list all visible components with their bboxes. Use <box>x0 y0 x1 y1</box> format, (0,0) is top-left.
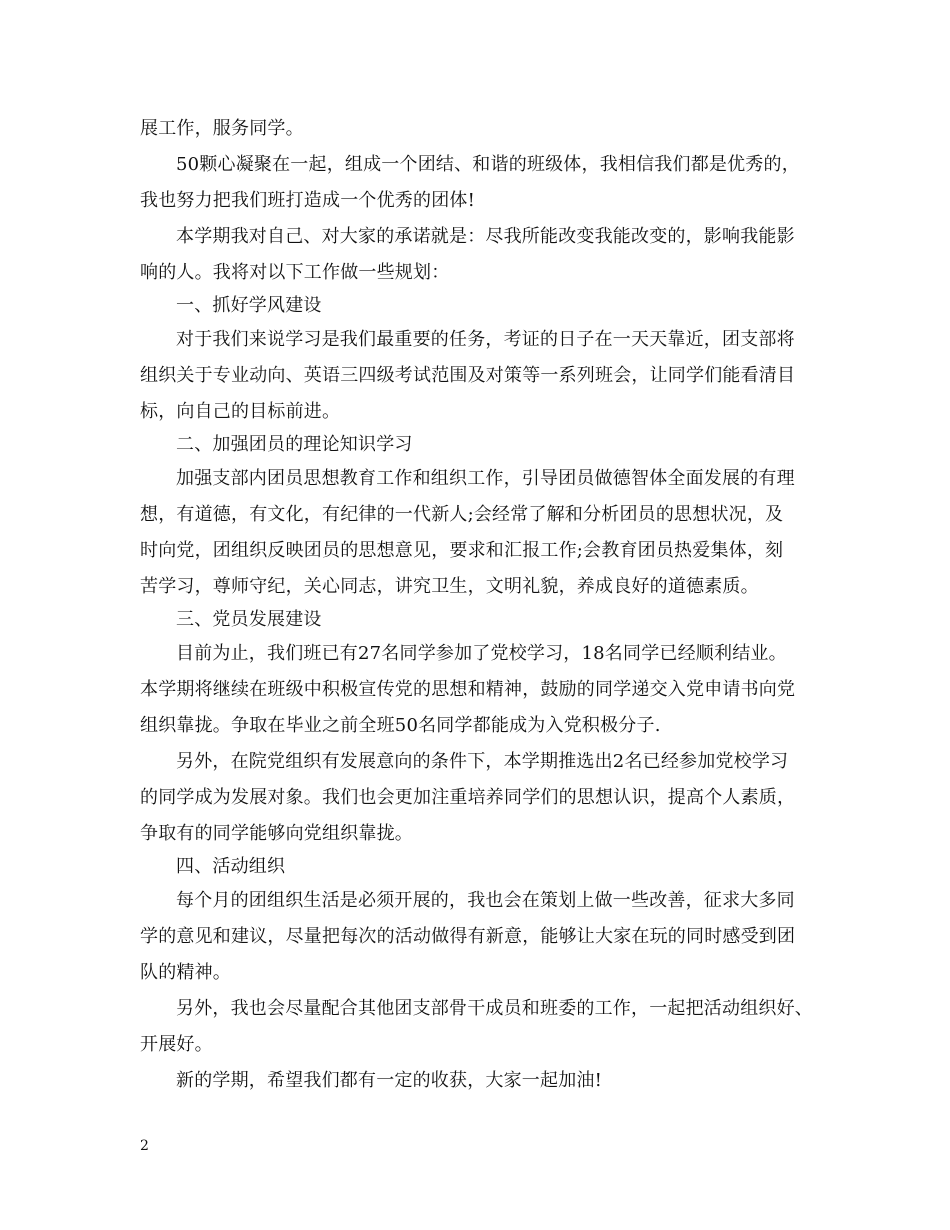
text-line: 50颗心凝聚在一起，组成一个团结、和谐的班级体，我相信我们都是优秀的， <box>176 154 800 175</box>
text-line: 队的精神。 <box>140 962 231 983</box>
text-line: 组织靠拢。争取在毕业之前全班50名同学都能成为入党积极分子. <box>140 715 661 736</box>
text-line: 想，有道德，有文化，有纪律的一代新人;会经常了解和分析团员的思想状况，及 <box>140 504 784 525</box>
text-line: 展工作，服务同学。 <box>140 118 304 139</box>
text-line: 组织关于专业动向、英语三四级考试范围及对策等一系列班会，让同学们能看清目 <box>140 365 796 386</box>
section-heading: 四、活动组织 <box>176 856 286 877</box>
text-line: 对于我们来说学习是我们最重要的任务，考证的日子在一天天靠近，团支部将 <box>176 329 795 350</box>
text-line: 每个月的团组织生活是必须开展的，我也会在策划上做一些改善，征求大多同 <box>176 890 795 911</box>
text-line: 本学期将继续在班级中积极宣传党的思想和精神，鼓励的同学递交入党申请书向党 <box>140 679 796 700</box>
text-line: 响的人。我将对以下工作做一些规划： <box>140 262 450 283</box>
text-line: 新的学期，希望我们都有一定的收获，大家一起加油! <box>176 1070 603 1091</box>
section-heading: 一、抓好学风建设 <box>176 295 322 316</box>
text-line: 学的意见和建议，尽量把每次的活动做得有新意，能够让大家在玩的同时感受到团 <box>140 926 796 947</box>
text-line: 标，向自己的目标前进。 <box>140 401 341 422</box>
section-heading: 三、党员发展建设 <box>176 609 322 630</box>
text-line: 苦学习，尊师守纪，关心同志，讲究卫生，文明礼貌，养成良好的道德素质。 <box>140 576 759 597</box>
text-line: 加强支部内团员思想教育工作和组织工作，引导团员做德智体全面发展的有理 <box>176 468 795 489</box>
text-line: 我也努力把我们班打造成一个优秀的团体! <box>140 190 476 211</box>
text-line: 的同学成为发展对象。我们也会更加注重培养同学们的思想认识，提高个人素质， <box>140 787 796 808</box>
text-line: 目前为止，我们班已有27名同学参加了党校学习，18名同学已经顺利结业。 <box>176 643 787 664</box>
text-line: 时向党，团组织反映团员的思想意见，要求和汇报工作;会教育团员热爱集体，刻 <box>140 540 784 561</box>
text-line: 另外，在院党组织有发展意向的条件下，本学期推选出2名已经参加党校学习 <box>176 751 789 772</box>
text-line: 开展好。 <box>140 1034 213 1055</box>
text-line: 争取有的同学能够向党组织靠拢。 <box>140 823 413 844</box>
page-number: 2 <box>140 1138 149 1154</box>
text-line: 本学期我对自己、对大家的承诺就是：尽我所能改变我能改变的，影响我能影 <box>176 226 795 247</box>
text-line: 另外，我也会尽量配合其他团支部骨干成员和班委的工作，一起把活动组织好、 <box>176 998 813 1019</box>
section-heading: 二、加强团员的理论知识学习 <box>176 434 413 455</box>
